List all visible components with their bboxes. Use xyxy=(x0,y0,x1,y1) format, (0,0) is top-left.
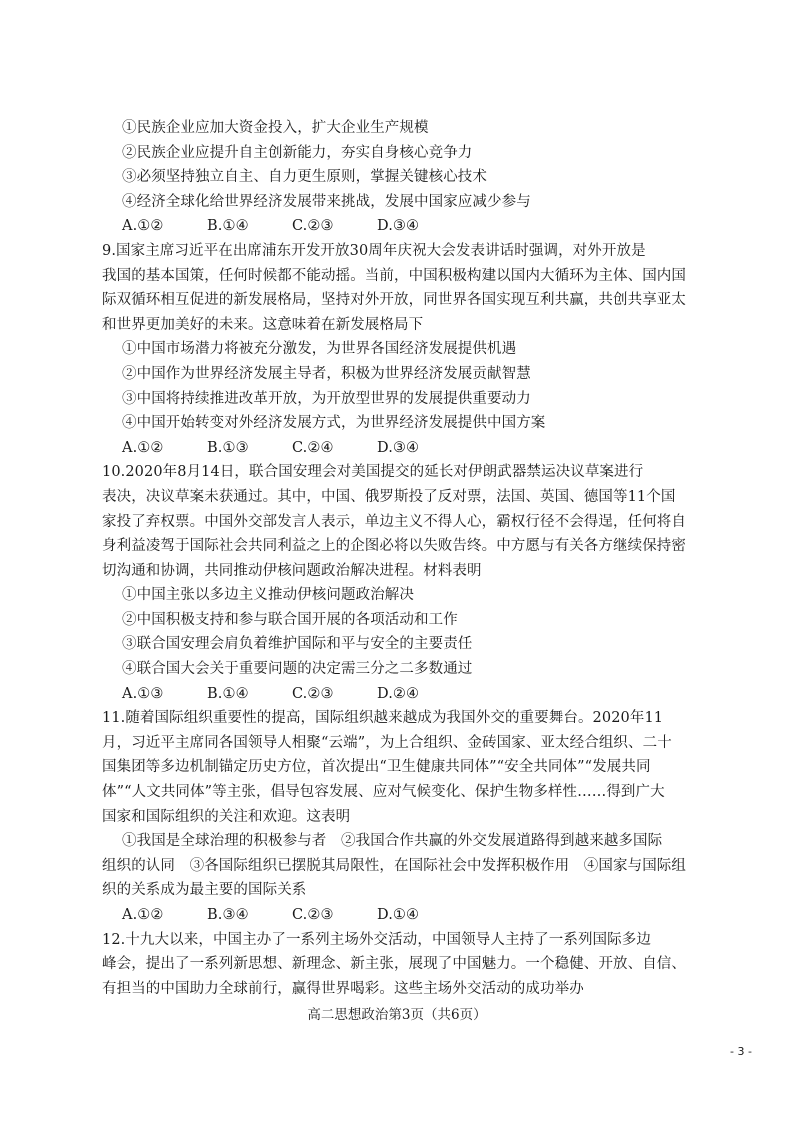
q10-choices xyxy=(122,682,687,707)
choice-a: A.①② xyxy=(122,439,164,456)
page-footer: 高二思想政治第3页（共6页） xyxy=(307,1007,487,1023)
question-line: 有担当的中国助力全球前行，赢得世界喝彩。这些主场外交活动的成功举办 xyxy=(102,980,584,997)
choice-a: A.①③ xyxy=(122,685,164,702)
question-line: 切沟通和协调，共同推动伊核问题政治解决进程。材料表明 xyxy=(102,562,482,579)
choice-c: C.②④ xyxy=(292,439,334,456)
option-line: ③必须坚持独立自主、自力更生原则，掌握关键核心技术 xyxy=(122,169,487,186)
option-line: ①民族企业应加大资金投入，扩大企业生产规模 xyxy=(122,120,429,136)
question-line: 表决，决议草案未获通过。其中，中国、俄罗斯投了反对票，法国、英国、德国等11个国 xyxy=(102,488,676,505)
option-line: ③联合国安理会肩负着维护国际和平与安全的主要责任 xyxy=(122,636,473,653)
q8-choices xyxy=(122,214,687,239)
page-number: - 3 - xyxy=(730,1045,752,1058)
option-line: ④联合国大会关于重要问题的决定需三分之二多数通过 xyxy=(122,661,473,678)
q9-stem xyxy=(102,239,687,337)
q11-stem xyxy=(102,706,687,829)
choice-c: C.②③ xyxy=(292,907,334,923)
question-line: 月，习近平主席同各国领导人相聚“云端”，为上合组织、金砖国家、亚太经合组织、二十 xyxy=(102,734,672,751)
question-line: 际双循环相互促进的新发展格局，坚持对外开放，同世界各国实现互利共赢，共创共享亚太 xyxy=(102,292,686,309)
option-line: ①中国主张以多边主义推动伊核问题政治解决 xyxy=(122,587,414,604)
option-line: 组织的认同 ③各国际组织已摆脱其局限性，在国际社会中发挥积极作用 ④国家与国际组 xyxy=(102,857,686,874)
question-line: 体”“人文共同体”等主张，倡导包容发展、应对气候变化、保护生物多样性……得到广大 xyxy=(102,784,665,801)
question-line: 和世界更加美好的未来。这意味着在新发展格局下 xyxy=(102,316,424,333)
choice-a: A.①② xyxy=(122,218,164,235)
q11-choices xyxy=(122,903,687,928)
question-line: 身利益凌驾于国际社会共同利益之上的企图必将以失败告终。中方愿与有关各方继续保持密 xyxy=(102,538,686,555)
choice-a: A.①② xyxy=(122,907,164,923)
option-line: ②民族企业应提升自主创新能力，夯实自身核心竞争力 xyxy=(122,144,473,161)
q10-options xyxy=(122,583,687,681)
q12-stem xyxy=(102,928,687,1002)
choice-d: D.③④ xyxy=(377,439,420,456)
q9-choices xyxy=(122,436,687,461)
q11-options xyxy=(102,829,687,903)
option-line: ②中国作为世界经济发展主导者，积极为世界经济发展贡献智慧 xyxy=(122,365,531,382)
choice-c: C.②③ xyxy=(292,218,334,235)
page-content xyxy=(102,116,687,1001)
question-line: 12.十九大以来，中国主办了一系列主场外交活动，中国领导人主持了一系列国际多边 xyxy=(102,931,651,948)
choice-d: D.②④ xyxy=(377,685,420,702)
q10-stem xyxy=(102,460,687,583)
option-line: ③中国将持续推进改革开放，为开放型世界的发展提供重要动力 xyxy=(122,390,531,407)
choice-b: B.①④ xyxy=(207,685,249,702)
choice-d: D.①④ xyxy=(377,907,420,923)
choice-b: B.①③ xyxy=(207,439,249,456)
option-line: 织的关系成为最主要的国际关系 xyxy=(102,882,307,899)
q8-options xyxy=(122,116,687,214)
question-line: 我国的基本国策，任何时候都不能动摇。当前，中国积极构建以国内大循环为主体、国内国 xyxy=(102,267,686,284)
question-line: 家投了弃权票。中国外交部发言人表示，单边主义不得人心，霸权行径不会得逞，任何将自 xyxy=(102,513,686,530)
option-line: ④中国开始转变对外经济发展方式，为世界经济发展提供中国方案 xyxy=(122,415,546,432)
choice-d: D.③④ xyxy=(377,218,420,235)
choice-c: C.②③ xyxy=(292,685,334,702)
q9-options xyxy=(122,337,687,435)
option-line: ①中国市场潜力将被充分激发，为世界各国经济发展提供机遇 xyxy=(122,341,517,358)
question-line: 9.国家主席习近平在出席浦东开发开放30周年庆祝大会发表讲话时强调，对外开放是 xyxy=(102,242,646,259)
choice-b: B.③④ xyxy=(207,907,249,923)
question-line: 国家和国际组织的关注和欢迎。这表明 xyxy=(102,808,351,825)
question-line: 11.随着国际组织重要性的提高，国际组织越来越成为我国外交的重要舞台。2020年11 xyxy=(102,710,664,727)
question-line: 10.2020年8月14日，联合国安理会对美国提交的延长对伊朗武器禁运决议草案进行 xyxy=(102,464,644,481)
question-line: 峰会，提出了一系列新思想、新理念、新主张，展现了中国魅力。一个稳健、开放、自信、 xyxy=(102,956,686,973)
option-line: ②中国积极支持和参与联合国开展的各项活动和工作 xyxy=(122,611,458,628)
option-line: ④经济全球化给世界经济发展带来挑战，发展中国家应减少参与 xyxy=(122,193,531,210)
option-line: ①我国是全球治理的积极参与者 ②我国合作共赢的外交发展道路得到越来越多国际 xyxy=(122,833,663,850)
choice-b: B.①④ xyxy=(207,218,249,235)
question-line: 国集团等多边机制锚定历史方位，首次提出“卫生健康共同体”“安全共同体”“发展共同 xyxy=(102,759,651,776)
